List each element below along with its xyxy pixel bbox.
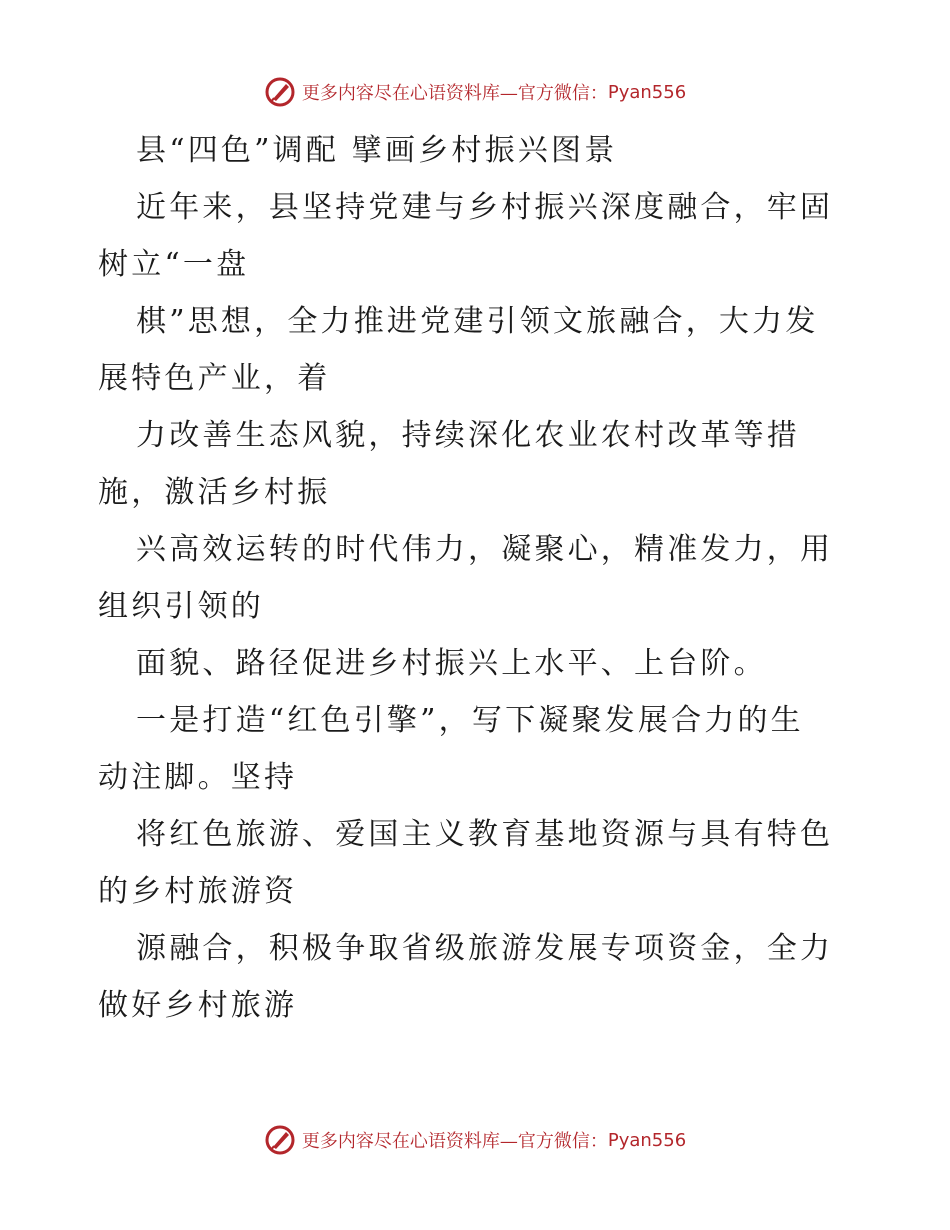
quill-logo-icon	[264, 76, 296, 108]
doc-line: 做好乡村旅游	[98, 988, 298, 1023]
doc-line: 兴高效运转的时代伟力，凝聚心，精准发力，用	[136, 532, 834, 567]
doc-line: 动注脚。坚持	[98, 760, 298, 795]
doc-line: 近年来，县坚持党建与乡村振兴深度融合，牢固	[136, 190, 834, 225]
banner-text: 更多内容尽在心语资料库—官方微信：	[301, 1131, 608, 1152]
doc-line: 面貌、路径促进乡村振兴上水平、上台阶。	[136, 646, 767, 681]
doc-line: 源融合，积极争取省级旅游发展专项资金，全力	[136, 931, 834, 966]
doc-line: 树立“一盘	[98, 247, 250, 282]
doc-line: 组织引领的	[98, 589, 264, 624]
banner-text: 更多内容尽在心语资料库—官方微信：	[301, 83, 608, 104]
doc-line: 力改善生态风貌，持续深化农业农村改革等措	[136, 418, 800, 453]
doc-line: 将红色旅游、爱国主义教育基地资源与具有特色	[136, 817, 834, 852]
doc-line: 展特色产业，着	[98, 361, 331, 396]
doc-line: 棋”思想，全力推进党建引领文旅融合，大力发	[136, 304, 819, 339]
document-body	[98, 122, 850, 1034]
doc-line: 的乡村旅游资	[98, 874, 298, 909]
footer-banner	[0, 1120, 950, 1160]
banner-wechat-id: Pyan556	[607, 81, 687, 103]
header-banner	[0, 72, 950, 112]
doc-line: 施，激活乡村振	[98, 475, 331, 510]
doc-line: 一是打造“红色引擎”，写下凝聚发展合力的生	[136, 703, 804, 738]
doc-title-line: 县“四色”调配 擘画乡村振兴图景	[136, 133, 618, 168]
quill-logo-icon	[264, 1124, 296, 1156]
banner-wechat-id: Pyan556	[607, 1129, 687, 1151]
